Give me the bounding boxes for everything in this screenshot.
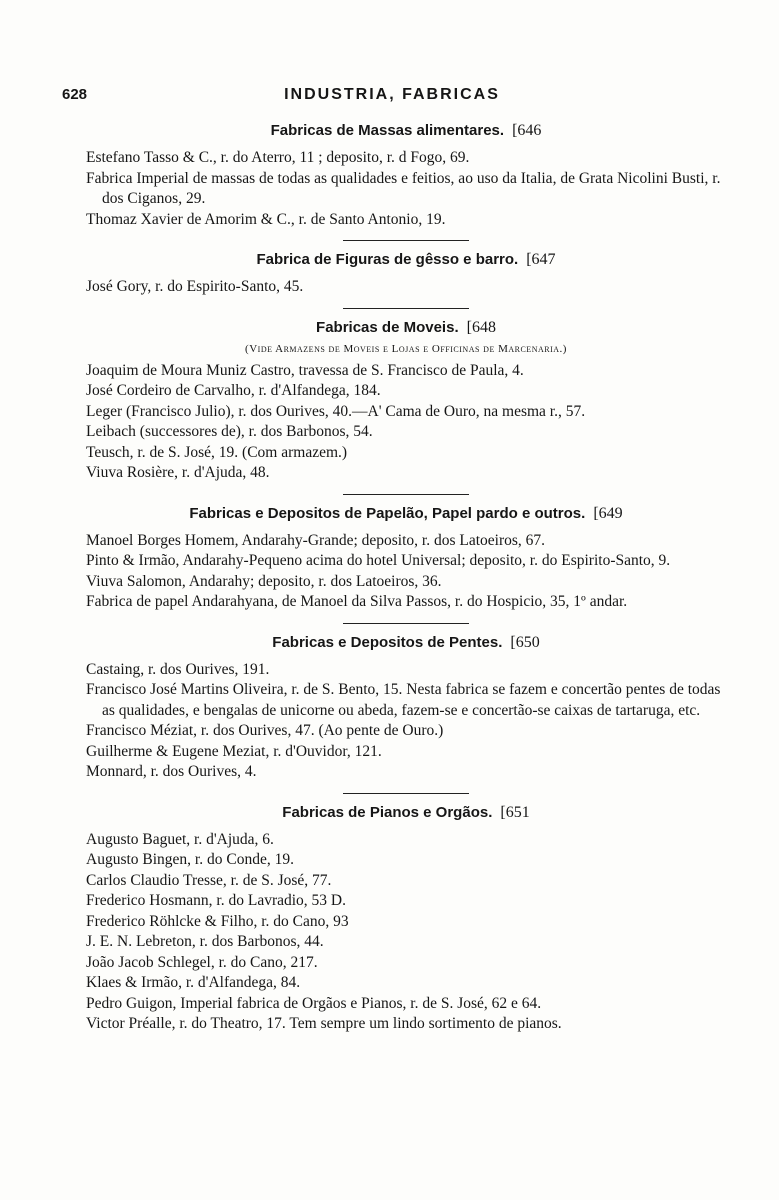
directory-entry: Estefano Tasso & C., r. do Aterro, 11 ; deposito, r. d Fogo, 69. [86,149,470,166]
directory-entry: Frederico Röhlcke & Filho, r. do Cano, 93 [86,912,349,930]
directory-entry: Pinto & Irmão, Andarahy-Pequeno acima do hotel Universal; deposito, r. do Espirito-Santo, 9. [86,552,671,569]
directory-entry: Castaing, r. dos Ourives, 191. [86,660,270,678]
directory-entry: Joaquim de Moura Muniz Castro, travessa de S. Francisco de Paula, 4. [86,361,524,379]
directory-entry: Fabrica Imperial de massas de todas as qualidades e feitios, ao uso da Italia, de Grata Nicolini Busti, r. dos Ciganos, 29. [86,169,721,207]
section-number: [650 [510,633,540,651]
directory-entry: J. E. N. Lebreton, r. dos Barbonos, 44. [86,933,324,950]
section-number: [649 [593,504,623,522]
section-divider [343,793,469,794]
directory-entry: José Cordeiro de Carvalho, r. d'Alfandega, 184. [86,382,381,399]
section-divider [343,494,469,495]
directory-entry: Fabrica de papel Andarahyana, de Manoel da Silva Passos, r. do Hospicio, 35, 1º andar. [86,593,628,610]
directory-entry: João Jacob Schlegel, r. do Cano, 217. [86,953,318,971]
section-title [86,503,726,525]
section-title-text: Fabricas de Moveis. [316,318,459,336]
directory-entry: Manoel Borges Homem, Andarahy-Grande; deposito, r. dos Latoeiros, 67. [86,531,546,549]
section-note: (Vide Armazens de Moveis e Lojas e Officinas de Marcenaria.) [245,342,567,355]
section [86,120,726,230]
section-divider [343,623,469,624]
directory-content [86,120,726,1035]
directory-entry: Leibach (successores de), r. dos Barbonos, 54. [86,423,373,440]
directory-entry: Guilherme & Eugene Meziat, r. d'Ouvidor, 121. [86,742,382,760]
section [86,503,726,613]
directory-entry: Francisco José Martins Oliveira, r. de S. Bento, 15. Nesta fabrica se fazem e concertão pentes de todas as qualidades, e bengalas de unicorne ou abeda, fazem-se e concertão-se caixas de tartaruga, etc. [86,681,721,719]
running-head: INDUSTRIA, FABRICAS [284,86,500,103]
directory-entry: Carlos Claudio Tresse, r. de S. José, 77. [86,871,332,889]
directory-entry: Victor Préalle, r. do Theatro, 17. Tem sempre um lindo sortimento de pianos. [86,1015,562,1032]
page-header [62,86,722,116]
section [86,632,726,783]
directory-entry: Leger (Francisco Julio), r. dos Ourives, 40.—A' Cama de Ouro, na mesma r., 57. [86,402,586,420]
directory-entry: Francisco Méziat, r. dos Ourives, 47. (Ao pente de Ouro.) [86,722,444,739]
section-number: [648 [466,318,496,336]
section [86,802,726,1035]
directory-entry: Klaes & Irmão, r. d'Alfandega, 84. [86,974,301,991]
section-title [86,317,726,339]
directory-entry: Augusto Bingen, r. do Conde, 19. [86,851,294,868]
section-title [86,249,726,271]
section [86,249,726,298]
section-number: [646 [512,122,542,139]
section-title-text: Fabricas de Pianos e Orgãos. [282,803,493,821]
section-title-text: Fabrica de Figuras de gêsso e barro. [256,251,519,268]
section-title [86,120,726,142]
directory-entry: Augusto Baguet, r. d'Ajuda, 6. [86,830,274,848]
section-title-text: Fabricas e Depositos de Papelão, Papel pardo e outros. [189,504,586,522]
section-title [86,802,726,824]
directory-entry: Pedro Guigon, Imperial fabrica de Orgãos e Pianos, r. de S. José, 62 e 64. [86,994,542,1012]
directory-entry: Thomaz Xavier de Amorim & C., r. de Santo Antonio, 19. [86,210,446,228]
page-number: 628 [62,86,88,103]
section-title [86,632,726,654]
section-number: [647 [526,251,556,268]
section-title-text: Fabricas e Depositos de Pentes. [272,633,503,651]
directory-entry: José Gory, r. do Espirito-Santo, 45. [86,278,304,295]
section [86,317,726,484]
section-divider [343,308,469,309]
directory-entry: Frederico Hosmann, r. do Lavradio, 53 D. [86,892,346,909]
directory-entry: Teusch, r. de S. José, 19. (Com armazem.) [86,443,348,461]
directory-entry: Monnard, r. dos Ourives, 4. [86,763,257,780]
section-divider [343,240,469,241]
section-number: [651 [500,803,530,821]
section-title-text: Fabricas de Massas alimentares. [270,122,505,139]
directory-entry: Viuva Rosière, r. d'Ajuda, 48. [86,464,270,481]
directory-entry: Viuva Salomon, Andarahy; deposito, r. dos Latoeiros, 36. [86,572,442,590]
